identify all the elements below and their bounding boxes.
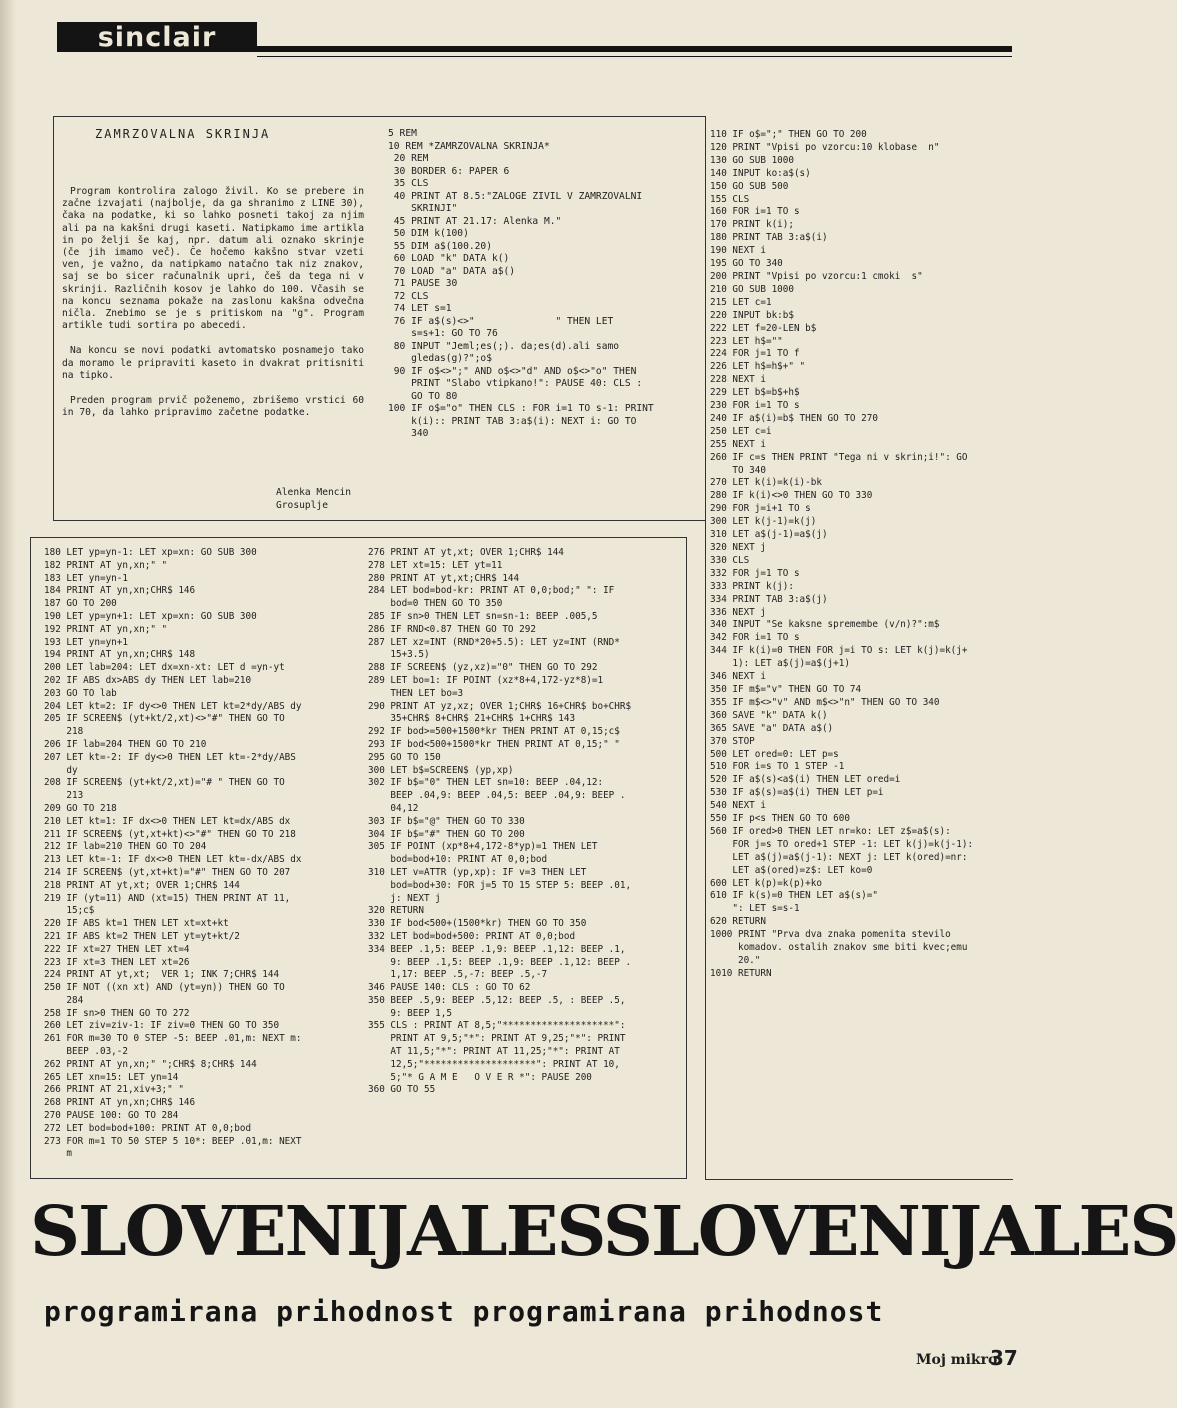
header-rule <box>257 46 1012 52</box>
code-line: 203 GO TO lab <box>44 687 117 699</box>
code-line: 290 FOR j=i+1 TO s <box>710 503 811 515</box>
code-line: bod=bod+10: PRINT AT 0,0;bod <box>368 854 548 866</box>
code-line: 72 CLS <box>388 290 429 302</box>
code-line: 520 IF a$(s)<a$(i) THEN LET ored=i <box>710 774 901 786</box>
code-line: 340 INPUT "Se kaksne spremembe (v/n)?":m$ <box>710 619 940 631</box>
code-line: 120 PRINT "Vpisi po vzorcu:10 klobase n" <box>710 141 940 153</box>
code-line: 224 FOR j=1 TO f <box>710 348 800 360</box>
code-line: 211 IF SCREEN$ (yt,xt+kt)<>"#" THEN GO TO 218 <box>44 828 296 840</box>
code-line: ": LET s=s-1 <box>710 903 800 915</box>
code-line: 266 PRINT AT 21,xiv+3;" " <box>44 1084 184 1096</box>
code-line: 70 LOAD "a" DATA a$() <box>388 265 516 277</box>
code-line: 303 IF b$="@" THEN GO TO 330 <box>368 815 525 827</box>
code-line: 330 CLS <box>710 554 750 566</box>
code-line: 215 LET c=1 <box>710 296 772 308</box>
code-line: 273 FOR m=1 TO 50 STEP 5 10*: BEEP .01,m: NEXT <box>44 1135 302 1147</box>
code-line: LET a$(j)=a$(j-1): NEXT j: LET k(ored)=nr: <box>710 851 968 863</box>
sinclair-logo <box>57 22 257 52</box>
header-rule-thin <box>257 56 1012 57</box>
code-line: 300 LET k(j-1)=k(j) <box>710 516 817 528</box>
code-line: 195 GO TO 340 <box>710 258 783 270</box>
code-line: 20 REM <box>388 153 429 164</box>
article-title: ZAMRZOVALNA SKRINJA <box>95 127 271 141</box>
code-line: 360 GO TO 55 <box>368 1084 436 1096</box>
code-line: 202 IF ABS dx>ABS dy THEN LET lab=210 <box>44 674 252 686</box>
code-line: 255 NEXT i <box>710 438 766 450</box>
code-line: 336 NEXT j <box>710 606 766 618</box>
code-line: 258 IF sn>0 THEN GO TO 272 <box>44 1007 190 1019</box>
code-line: 260 IF c=s THEN PRINT "Tega ni v skrin;i!": GO <box>710 451 968 463</box>
code-line: 222 IF xt=27 THEN LET xt=4 <box>44 943 190 955</box>
code-line: 270 PAUSE 100: GO TO 284 <box>44 1110 179 1122</box>
code-line: 04,12 <box>368 802 419 814</box>
code-line: 310 LET a$(j-1)=a$(j) <box>710 529 828 541</box>
code-line: komadov. ostalih znakov sme biti kvec;emu <box>710 942 968 954</box>
code-line: 510 FOR i=s TO 1 STEP -1 <box>710 761 845 773</box>
code-line: 221 IF ABS kt=2 THEN LET yt=yt+kt/2 <box>44 930 240 942</box>
code-line: 284 <box>44 994 84 1006</box>
code-line: s=s+1: GO TO 76 <box>388 328 498 339</box>
code-line: 289 LET bo=1: IF POINT (xz*8+4,172-yz*8)=1 <box>368 674 604 686</box>
code-line: 15+3.5) <box>368 649 430 661</box>
code-line: 280 IF k(i)<>0 THEN GO TO 330 <box>710 490 873 502</box>
code-line: 40 PRINT AT 8.5:"ZALOGE ZIVIL V ZAMRZOVALNI <box>388 190 643 202</box>
code-line: 204 LET kt=2: IF dy<>0 THEN LET kt=2*dy/ABS dy <box>44 700 302 712</box>
code-line: LET a$(ored)=z$: LET ko=0 <box>710 864 873 876</box>
code-line: 600 LET k(p)=k(p)+ko <box>710 877 822 889</box>
code-line: 5;"* G A M E O V E R *": PAUSE 200 <box>368 1071 592 1083</box>
code-line: 182 PRINT AT yn,xn;" " <box>44 559 168 571</box>
code-line: 218 <box>44 726 84 738</box>
code-line: 355 CLS : PRINT AT 8,5;"********************": <box>368 1020 626 1032</box>
code-line: 130 GO SUB 1000 <box>710 154 794 166</box>
code-line: 240 IF a$(i)=b$ THEN GO TO 270 <box>710 412 878 424</box>
page-number: 37 <box>990 1346 1018 1370</box>
code-line: 530 IF a$(s)=a$(i) THEN LET p=i <box>710 787 884 799</box>
code-line: PRINT AT 9,5;"*": PRINT AT 9,25;"*": PRINT <box>368 1033 626 1045</box>
code-line: 346 PAUSE 140: CLS : GO TO 62 <box>368 982 531 994</box>
slovenijales-banner <box>0 1190 1177 1274</box>
code-line: 208 IF SCREEN$ (yt+kt/2,xt)="# " THEN GO TO <box>44 777 285 789</box>
code-line: PRINT "Slabo vtipkano!": PAUSE 40: CLS : <box>388 378 643 389</box>
code-line: 207 LET kt=-2: IF dy<>0 THEN LET kt=-2*dy/ABS <box>44 751 296 763</box>
code-line: 300 LET b$=SCREEN$ (yp,xp) <box>368 764 514 776</box>
code-line: 310 LET v=ATTR (yp,xp): IF v=3 THEN LET <box>368 866 587 878</box>
code-line: 15;c$ <box>44 905 95 917</box>
code-line: 360 SAVE "k" DATA k() <box>710 709 828 721</box>
code-line: 210 LET kt=1: IF dx<>0 THEN LET kt=dx/ABS dx <box>44 815 291 827</box>
logo-text: sinclair <box>97 21 217 53</box>
code-line: 212 IF lab=210 THEN GO TO 204 <box>44 841 207 853</box>
code-line: 265 LET xn=15: LET yn=14 <box>44 1071 179 1083</box>
code-line: 219 IF (yt=11) AND (xt=15) THEN PRINT AT 11, <box>44 892 291 904</box>
code-line: 334 BEEP .1,5: BEEP .1,9: BEEP .1,12: BEEP .1, <box>368 943 626 955</box>
code-line: 1010 RETURN <box>710 967 772 979</box>
article-body <box>62 186 364 432</box>
code-line: 230 FOR i=1 TO s <box>710 400 800 412</box>
code-line: 260 LET ziv=ziv-1: IF ziv=0 THEN GO TO 350 <box>44 1020 280 1032</box>
code-line: 187 GO TO 200 <box>44 598 117 610</box>
code-line: 320 RETURN <box>368 905 424 917</box>
code-line: 332 LET bod=bod+500: PRINT AT 0,0;bod <box>368 930 576 942</box>
code-line: 288 IF SCREEN$ (yz,xz)="0" THEN GO TO 292 <box>368 662 598 674</box>
code-line: 334 PRINT TAB 3:a$(j) <box>710 593 828 605</box>
code-line: 220 IF ABS kt=1 THEN LET xt=xt+kt <box>44 918 229 930</box>
code-line: BEEP .03,-2 <box>44 1046 128 1058</box>
code-line: 213 LET kt=-1: IF dx<>0 THEN LET kt=-dx/ABS dx <box>44 854 302 866</box>
code-line: 71 PAUSE 30 <box>388 278 458 289</box>
code-line: bod=0 THEN GO TO 350 <box>368 598 503 610</box>
code-line: 12,5;"********************": PRINT AT 10, <box>368 1058 620 1070</box>
code-line: 344 IF k(i)=0 THEN FOR j=i TO s: LET k(j)=k(j+ <box>710 645 968 657</box>
code-line: 218 PRINT AT yt,xt; OVER 1;CHR$ 144 <box>44 879 240 891</box>
code-line: 180 LET yp=yn-1: LET xp=xn: GO SUB 300 <box>44 547 257 558</box>
code-line: 292 IF bod>=500+1500*kr THEN PRINT AT 0,15;c$ <box>368 726 620 738</box>
code-line: 150 GO SUB 500 <box>710 180 789 192</box>
code-line: 100 IF o$="o" THEN CLS : FOR i=1 TO s-1: PRINT <box>388 403 654 414</box>
code-line: 90 IF o$<>";" AND o$<>"d" AND o$<>"o" THEN <box>388 365 637 377</box>
code-line: 355 IF m$<>"v" AND m$<>"n" THEN GO TO 340 <box>710 696 940 708</box>
code-line: 170 PRINT k(i); <box>710 219 794 231</box>
code-line: 5 REM <box>388 128 417 139</box>
code-line: 184 PRINT AT yn,xn;CHR$ 146 <box>44 585 196 597</box>
code-line: 9: BEEP .1,5: BEEP .1,9: BEEP .1,12: BEEP . <box>368 956 632 968</box>
code-line: gledas(g)?";o$ <box>388 353 492 364</box>
magazine-name: Moj mikro <box>916 1352 998 1368</box>
code-line: 286 IF RND<0.87 THEN GO TO 292 <box>368 623 536 635</box>
code-line: 190 LET yp=yn+1: LET xp=xn: GO SUB 300 <box>44 610 257 622</box>
code-line: 206 IF lab=204 THEN GO TO 210 <box>44 738 207 750</box>
code-line: 140 INPUT ko:a$(s) <box>710 167 811 179</box>
code-line: 210 GO SUB 1000 <box>710 283 794 295</box>
code-line: 160 FOR i=1 TO s <box>710 206 800 218</box>
code-line: 560 IF ored>0 THEN LET nr=ko: LET z$=a$(s): <box>710 825 951 837</box>
code-line: 285 IF sn>0 THEN LET sn=sn-1: BEEP .005,5 <box>368 610 598 622</box>
code-line: 80 INPUT "Jeml;es(;). da;es(d).ali samo <box>388 340 620 352</box>
banner-text: SLOVENIJALESSLOVENIJALES <box>30 1192 1177 1272</box>
code-line: k(i):: PRINT TAB 3:a$(i): NEXT i: GO TO <box>388 415 637 427</box>
code-line: 262 PRINT AT yn,xn;" ";CHR$ 8;CHR$ 144 <box>44 1058 257 1070</box>
code-line: 200 PRINT "Vpisi po vzorcu:1 cmoki s" <box>710 270 923 282</box>
code-line: 10 REM *ZAMRZOVALNA SKRINJA* <box>388 140 550 152</box>
code-line: 333 PRINT k(j): <box>710 580 794 592</box>
code-line: 30 BORDER 6: PAPER 6 <box>388 165 510 177</box>
code-line: 276 PRINT AT yt,xt; OVER 1;CHR$ 144 <box>368 547 564 558</box>
article-paragraph: Preden program prvič poženemo, zbrišemo vrstici 60 in 70, da lahko pripravimo začetne podatke. <box>62 395 364 419</box>
code-line: 287 LET xz=INT (RND*20+5.5): LET yz=INT (RND* <box>368 636 620 648</box>
code-line: BEEP .04,9: BEEP .04,5: BEEP .04,9: BEEP . <box>368 790 626 802</box>
code-line: 76 IF a$(s)<>" " THEN LET <box>388 315 614 327</box>
code-line: 346 NEXT i <box>710 671 766 683</box>
code-line: 228 NEXT i <box>710 374 766 386</box>
code-line: 205 IF SCREEN$ (yt+kt/2,xt)<>"#" THEN GO TO <box>44 713 285 725</box>
code-line: GO TO 80 <box>388 390 458 402</box>
code-line: 192 PRINT AT yn,xn;" " <box>44 623 168 635</box>
code-line: 272 LET bod=bod+100: PRINT AT 0,0;bod <box>44 1122 252 1134</box>
code-line: 302 IF b$="0" THEN LET sn=10: BEEP .04,12: <box>368 777 604 789</box>
code-line: 620 RETURN <box>710 916 766 928</box>
code-line: 213 <box>44 790 84 802</box>
code-line: 500 LET ored=0: LET p=s <box>710 748 839 760</box>
code-line: 183 LET yn=yn-1 <box>44 572 128 584</box>
code-line: TO 340 <box>710 464 766 476</box>
code-line: 223 IF xt=3 THEN LET xt=26 <box>44 956 190 968</box>
code-line: 209 GO TO 218 <box>44 802 117 814</box>
code-line: 229 LET b$=b$+h$ <box>710 387 800 399</box>
code-line: j: NEXT j <box>368 892 441 904</box>
code-line: 284 LET bod=bod-kr: PRINT AT 0,0;bod;" ": IF <box>368 585 615 597</box>
code-line: m <box>44 1148 72 1160</box>
code-line: 200 LET lab=204: LET dx=xn-xt: LET d =yn-yt <box>44 662 285 674</box>
code-line: 1000 PRINT "Prva dva znaka pomenita stevilo <box>710 929 951 941</box>
code-line: 268 PRINT AT yn,xn;CHR$ 146 <box>44 1097 196 1109</box>
code-line: 224 PRINT AT yt,xt; VER 1; INK 7;CHR$ 144 <box>44 969 280 981</box>
code-line: 226 LET h$=h$+" " <box>710 361 806 373</box>
code-line: dy <box>44 764 78 776</box>
code-listing-freezer-part2 <box>710 129 973 981</box>
code-line: 610 IF k(s)=0 THEN LET a$(s)=" <box>710 890 878 902</box>
code-line: AT 11,5;"*": PRINT AT 11,25;"*": PRINT AT <box>368 1046 620 1058</box>
code-line: 193 LET yn=yn+1 <box>44 636 128 648</box>
code-line: SKRINJI" <box>388 203 458 214</box>
code-line: 223 LET h$="" <box>710 335 783 347</box>
code-line: 194 PRINT AT yn,xn;CHR$ 148 <box>44 649 196 661</box>
code-line: 295 GO TO 150 <box>368 751 441 763</box>
code-line: 220 INPUT bk:b$ <box>710 309 794 321</box>
code-line: 190 NEXT i <box>710 245 766 257</box>
code-line: 270 LET k(i)=k(i)-bk <box>710 477 822 489</box>
code-line: 155 CLS <box>710 193 750 205</box>
code-line: 45 PRINT AT 21.17: Alenka M." <box>388 215 562 227</box>
code-line: 55 DIM a$(100.20) <box>388 240 492 252</box>
code-line: bod=bod+30: FOR j=5 TO 15 STEP 5: BEEP .01, <box>368 879 632 891</box>
code-line: 214 IF SCREEN$ (yt,xt+kt)="#" THEN GO TO 207 <box>44 866 291 878</box>
code-line: 342 FOR i=1 TO s <box>710 632 800 644</box>
code-line: 550 IF p<s THEN GO TO 600 <box>710 813 850 825</box>
code-line: 304 IF b$="#" THEN GO TO 200 <box>368 828 525 840</box>
code-line: 293 IF bod<500+1500*kr THEN PRINT AT 0,15;" " <box>368 738 620 750</box>
code-line: 290 PRINT AT yz,xz; OVER 1;CHR$ 16+CHR$ bo+CHR$ <box>368 700 632 712</box>
code-line: 9: BEEP 1,5 <box>368 1007 452 1019</box>
code-line: 74 LET s=1 <box>388 303 452 314</box>
article-paragraph: Program kontrolira zalogo živil. Ko se prebere in začne izvajati (najbolje, da ga shranimo z LINE 30), čaka na podatke, ki so lahko posneti takoj za njim ali pa na kakšni drugi kaseti. Natipkamo ime artikla in po želji še kaj, npr. datum ali oznako skrinje (če jih imamo več). Če hočemo kakšno stvar vzeti ven, je važno, da natipkamo natačno tak niz znakov, saj se bo sicer računalnik upri, češ da tega ni v skrinji. Različnih kosov je lahko do 100. Včasih se na koncu seznama pokaže na zaslonu kakšna odvečna ničla. Znebimo se je s pritiskom na "g". Program artikle tudi sortira po abecedi. <box>62 186 364 332</box>
code-line: 222 LET f=20-LEN b$ <box>710 322 817 334</box>
code-line: 180 PRINT TAB 3:a$(i) <box>710 232 828 244</box>
code-listing-game-part2 <box>368 547 631 1097</box>
code-line: 330 IF bod<500+(1500*kr) THEN GO TO 350 <box>368 918 587 930</box>
code-line: 350 IF m$="v" THEN GO TO 74 <box>710 683 862 695</box>
code-line: 540 NEXT i <box>710 800 766 812</box>
code-line: 261 FOR m=30 TO 0 STEP -5: BEEP .01,m: NEXT m: <box>44 1033 302 1045</box>
code-listing-freezer-part1 <box>388 128 654 441</box>
article-author: Alenka Mencin Grosuplje <box>276 487 352 511</box>
code-line: 35 CLS <box>388 178 429 189</box>
code-line: 332 FOR j=1 TO s <box>710 567 800 579</box>
code-line: 370 STOP <box>710 735 755 747</box>
code-line: 340 <box>388 428 429 439</box>
code-line: 305 IF POINT (xp*8+4,172-8*yp)=1 THEN LET <box>368 841 598 853</box>
code-line: 250 IF NOT ((xn xt) AND (yt=yn)) THEN GO TO <box>44 982 285 994</box>
code-line: 35+CHR$ 8+CHR$ 21+CHR$ 1+CHR$ 143 <box>368 713 576 725</box>
code-line: 110 IF o$=";" THEN GO TO 200 <box>710 129 867 140</box>
code-line: 320 NEXT j <box>710 542 766 553</box>
code-line: FOR j=s TO ored+1 STEP -1: LET k(j)=k(j-1): <box>710 838 974 850</box>
code-line: 50 DIM k(100) <box>388 228 469 239</box>
code-line: 280 PRINT AT yt,xt;CHR$ 144 <box>368 572 520 584</box>
article-paragraph: Na koncu se novi podatki avtomatsko posnamejo tako da moramo le pripraviti kaseto in dvakrat pritisniti na tipko. <box>62 345 364 381</box>
banner-subtitle: programirana prihodnost programirana prihodnost <box>44 1295 884 1328</box>
code-line: 350 BEEP .5,9: BEEP .5,12: BEEP .5, : BEEP .5, <box>368 994 626 1006</box>
code-line: 1): LET a$(j)=a$(j+1) <box>710 658 850 670</box>
code-line: 20." <box>710 955 761 966</box>
code-line: 1,17: BEEP .5,-7: BEEP .5,-7 <box>368 969 548 981</box>
code-line: 365 SAVE "a" DATA a$() <box>710 722 834 734</box>
code-line: THEN LET bo=3 <box>368 687 464 699</box>
code-line: 60 LOAD "k" DATA k() <box>388 253 510 264</box>
code-line: 278 LET xt=15: LET yt=11 <box>368 559 503 571</box>
code-listing-game-part1 <box>44 547 301 1161</box>
code-line: 250 LET c=i <box>710 425 772 437</box>
